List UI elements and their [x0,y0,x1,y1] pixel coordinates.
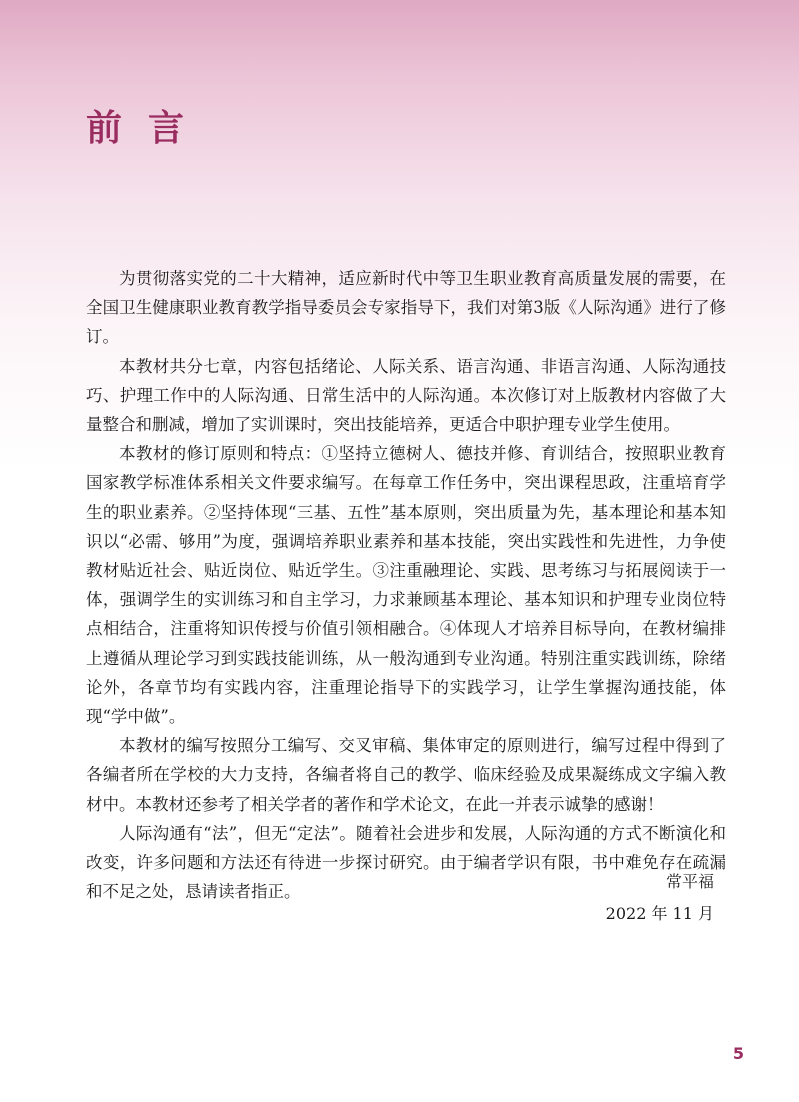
signature-block [606,866,714,930]
signature-date: 2022 年 11 月 [605,904,714,923]
page-title: 前言 [86,108,211,149]
preface-body [86,264,726,906]
page-number: 5 [732,1044,744,1063]
paragraph: 人际沟通有“法”，但无“定法”。随着社会进步和发展，人际沟通的方式不断演化和改变，许多问题和方法还有待进一步探讨研究。由于编者学识有限，书中难免存在疏漏和不足之处，恳请读者指正。 [86,823,726,902]
paragraph: 本教材的编写按照分工编写、交叉审稿、集体审定的原则进行，编写过程中得到了各编者所在学校的大力支持，各编者将自己的教学、临床经验及成果凝练成文字编入教材中。本教材还参考了相关学者的著作和学术论文，在此一并表示诚挚的感谢！ [86,736,726,814]
author-name: 常平福 [665,872,714,891]
paragraph: 本教材共分七章，内容包括绪论、人际关系、语言沟通、非语言沟通、人际沟通技巧、护理工作中的人际沟通、日常生活中的人际沟通。本次修订对上版教材内容做了大量整合和删减，增加了实训课时，突出技能培养，更适合中职护理专业学生使用。 [86,356,726,435]
paragraph: 为贯彻落实党的二十大精神，适应新时代中等卫生职业教育高质量发展的需要，在全国卫生健康职业教育教学指导委员会专家指导下，我们对第3版《人际沟通》进行了修订。 [86,269,726,347]
paragraph: 本教材的修订原则和特点：①坚持立德树人、德技并修、育训结合，按照职业教育国家教学标准体系相关文件要求编写。在每章工作任务中，突出课程思政，注重培育学生的职业素养。②坚持体现“三基、五性”基本原则，突出质量为先，基本理论和基本知识以“必需、够用”为度，强调培养职业素养和基本技能，突出实践性和先进性，力争使教材贴近社会、贴近岗位、贴近学生。③注重融理论、实践、思考练习与拓展阅读于一体，强调学生的实训练习和自主学习，力求兼顾基本理论、基本知识和护理专业岗位特点相结合，注重将知识传授与价值引领相融合。④体现人才培养目标导向，在教材编排上遵循从理论学习到实践技能训练，从一般沟通到专业沟通。特别注重实践训练，除绪论外，各章节均有实践内容，注重理论指导下的实践学习，让学生掌握沟通技能，体现“学中做”。 [86,444,726,727]
